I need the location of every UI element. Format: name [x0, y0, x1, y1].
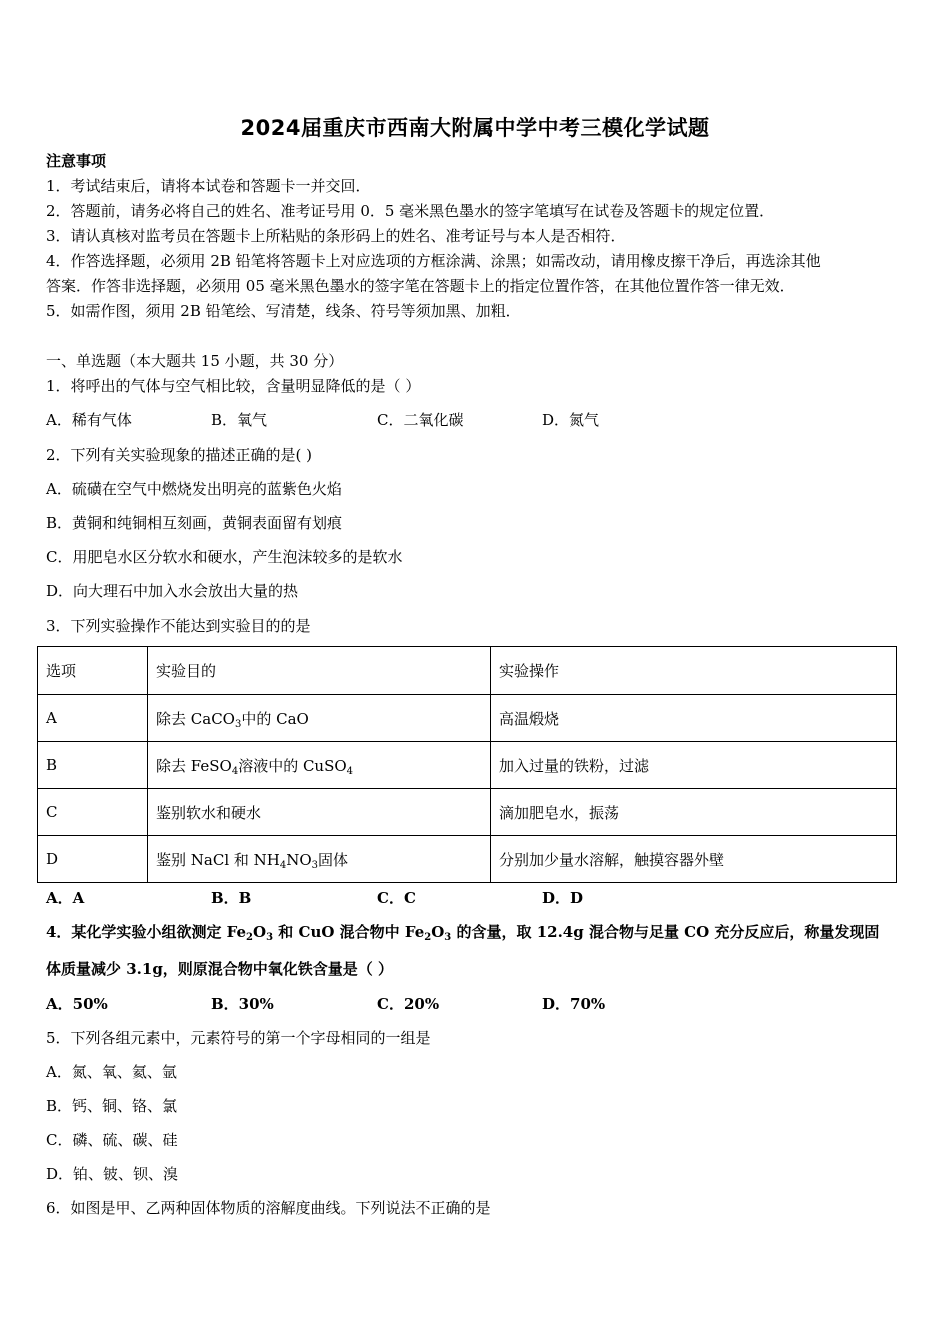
q3-option-a: A．A [46, 889, 85, 907]
q1-option-d: D．氮气 [542, 411, 600, 429]
table-cell-option: D [38, 836, 148, 883]
notice-item: 2．答题前，请务必将自己的姓名、准考证号用 0．5 毫米黑色墨水的签字笔填写在试卷及答题卡的规定位置． [46, 202, 775, 220]
table-cell-purpose: 鉴别软水和硬水 [148, 789, 491, 836]
question-2-stem: 2．下列有关实验现象的描述正确的是( ) [46, 446, 313, 464]
q4-option-b: B．30% [211, 995, 274, 1013]
q5-option-c: C．磷、硫、碳、硅 [46, 1131, 178, 1149]
notice-item: 1．考试结束后，请将本试卷和答题卡一并交回． [46, 177, 371, 195]
table-cell-purpose: 除去 CaCO$_3$中的 CaO [148, 695, 491, 742]
table-cell-option: B [38, 742, 148, 789]
table-header: 选项 [38, 647, 148, 695]
section-heading: 一、单选题（本大题共 15 小题，共 30 分） [46, 352, 344, 370]
q3-option-c: C．C [377, 889, 416, 907]
table-cell-operation: 高温煅烧 [491, 695, 897, 742]
question-1-stem: 1．将呼出的气体与空气相比较，含量明显降低的是（ ） [46, 377, 421, 395]
table-header: 实验目的 [148, 647, 491, 695]
q3-option-d: D．D [542, 889, 584, 907]
table-row [38, 836, 897, 883]
question-3-stem: 3．下列实验操作不能达到实验目的的是 [46, 617, 311, 635]
table-row [38, 742, 897, 789]
q1-option-b: B．氧气 [211, 411, 268, 429]
q5-option-b: B．钙、铜、铬、氯 [46, 1097, 178, 1115]
q3-option-b: B．B [211, 889, 252, 907]
table-cell-purpose: 除去 FeSO$_4$溶液中的 CuSO$_4$ [148, 742, 491, 789]
table-row [38, 789, 897, 836]
table-cell-option: A [38, 695, 148, 742]
q2-option-d: D．向大理石中加入水会放出大量的热 [46, 582, 299, 600]
experiment-table [37, 646, 897, 883]
table-cell-option: C [38, 789, 148, 836]
notice-item: 5．如需作图，须用 2B 铅笔绘、写清楚，线条、符号等须加黑、加粗． [46, 302, 521, 320]
question-6-stem: 6．如图是甲、乙两种固体物质的溶解度曲线。下列说法不正确的是 [46, 1199, 491, 1217]
question-4-stem-line2: 体质量减少 3.1g，则原混合物中氧化铁含量是（ ） [46, 960, 394, 978]
q4-option-d: D．70% [542, 995, 606, 1013]
q2-option-c: C．用肥皂水区分软水和硬水，产生泡沫较多的是软水 [46, 548, 403, 566]
question-5-stem: 5．下列各组元素中，元素符号的第一个字母相同的一组是 [46, 1029, 431, 1047]
notice-item: 3．请认真核对监考员在答题卡上所粘贴的条形码上的姓名、准考证号与本人是否相符． [46, 227, 626, 245]
question-4-stem-line1: 4．某化学实验小组欲测定 $Fe_2O_3$ 和 CuO 混合物中 $Fe_2O_3$ 的含量，取 12.4g 混合物与足量 CO 充分反应后，称量发现固 [46, 923, 880, 943]
notice-heading: 注意事项 [46, 152, 107, 170]
q5-option-a: A．氮、氧、氦、氩 [46, 1063, 177, 1081]
table-header: 实验操作 [491, 647, 897, 695]
table-cell-operation: 分别加少量水溶解，触摸容器外壁 [491, 836, 897, 883]
q4-option-c: C．20% [377, 995, 440, 1013]
table-cell-purpose: 鉴别 NaCl 和 $NH_4NO_3$固体 [148, 836, 491, 883]
notice-item: 4．作答选择题，必须用 2B 铅笔将答题卡上对应选项的方框涂满、涂黑；如需改动，请用橡皮擦干净后，再选涂其他 [46, 252, 821, 270]
table-row [38, 695, 897, 742]
q1-option-c: C．二氧化碳 [377, 411, 464, 429]
q4-option-a: A．50% [46, 995, 108, 1013]
notice-item: 答案．作答非选择题，必须用 05 毫米黑色墨水的签字笔在答题卡上的指定位置作答，在其他位置作答一律无效． [46, 277, 795, 295]
q5-option-d: D．铂、铍、钡、溴 [46, 1165, 179, 1183]
q1-option-a: A．稀有气体 [46, 411, 132, 429]
q2-option-a: A．硫磺在空气中燃烧发出明亮的蓝紫色火焰 [46, 480, 342, 498]
page-title: 2024届重庆市西南大附属中学中考三模化学试题 [240, 116, 710, 140]
table-cell-operation: 加入过量的铁粉，过滤 [491, 742, 897, 789]
table-header-row [38, 647, 897, 695]
table-cell-operation: 滴加肥皂水，振荡 [491, 789, 897, 836]
q2-option-b: B．黄铜和纯铜相互刻画，黄铜表面留有划痕 [46, 514, 343, 532]
